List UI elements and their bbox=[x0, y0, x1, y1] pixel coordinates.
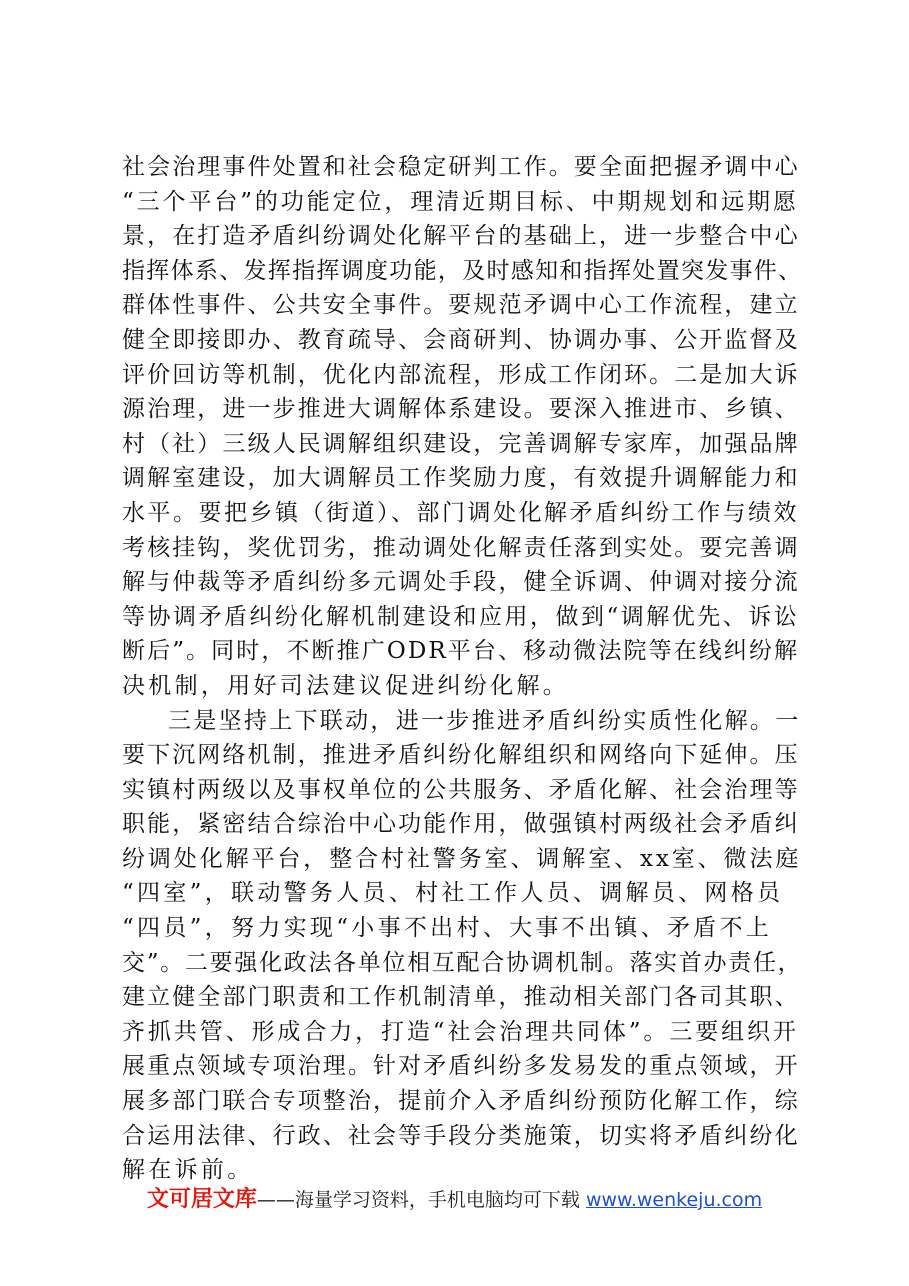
text-line: 职能，紧密结合综治中心功能作用，做强镇村两级社会矛盾纠 bbox=[122, 811, 800, 838]
text-line: 交”。二要强化政法各单位相互配合协调机制。落实首办责任， bbox=[122, 949, 803, 976]
text-line: 调解室建设，加大调解员工作奖励力度，有效提升调解能力和 bbox=[122, 465, 800, 492]
text-line: 齐抓共管、形成合力，打造“社会治理共同体”。三要组织开 bbox=[122, 1018, 799, 1045]
text-line: 水平。要把乡镇（街道）、部门调处化解矛盾纠纷工作与绩效 bbox=[122, 499, 799, 526]
website-link[interactable]: www.wenkeju.com bbox=[585, 1189, 763, 1211]
text-line: 纷调处化解平台，整合村社警务室、调解室、xx室、微法庭 bbox=[122, 845, 802, 872]
text-line: 展重点领域专项治理。针对矛盾纠纷多发易发的重点领域，开 bbox=[122, 1053, 800, 1080]
text-line: 健全即接即办、教育疏导、会商研判、协调办事、公开监督及 bbox=[122, 326, 800, 353]
footer-banner bbox=[0, 1182, 909, 1213]
text-line: “四员”，努力实现“小事不出村、大事不出镇、矛盾不上 bbox=[122, 915, 773, 942]
text-line: 建立健全部门职责和工作机制清单，推动相关部门各司其职、 bbox=[122, 984, 800, 1011]
text-line: 等协调矛盾纠纷化解机制建设和应用，做到“调解优先、诉讼 bbox=[122, 603, 800, 630]
text-line: 源治理，进一步推进大调解体系建设。要深入推进市、乡镇、 bbox=[122, 396, 800, 423]
body-text bbox=[122, 150, 802, 1188]
text-line: 景，在打造矛盾纠纷调处化解平台的基础上，进一步整合中心 bbox=[122, 223, 800, 250]
text-line: 解与仲裁等矛盾纠纷多元调处手段，健全诉调、仲调对接分流 bbox=[122, 569, 800, 596]
text-line: 村（社）三级人民调解组织建设，完善调解专家库，加强品牌 bbox=[122, 430, 800, 457]
text-line: 考核挂钩，奖优罚劣，推动调处化解责任落到实处。要完善调 bbox=[122, 534, 800, 561]
text-line: 群体性事件、公共安全事件。要规范矛调中心工作流程，建立 bbox=[122, 292, 800, 319]
footer-slogan: 海量学习资料，手机电脑均可下载 bbox=[294, 1189, 580, 1211]
text-line: 要下沉网络机制，推进矛盾纠纷化解组织和网络向下延伸。压 bbox=[122, 742, 800, 769]
text-line: 解在诉前。 bbox=[122, 1157, 254, 1184]
footer-separator: —— bbox=[256, 1189, 295, 1211]
text-line: 指挥体系、发挥指挥调度功能，及时感知和指挥处置突发事件、 bbox=[122, 257, 803, 284]
text-line: 合运用法律、行政、社会等手段分类施策，切实将矛盾纠纷化 bbox=[122, 1122, 800, 1149]
brand-name: 文可居文库 bbox=[146, 1187, 257, 1212]
paragraph-first-line: 三是坚持上下联动，进一步推进矛盾纠纷实质性化解。一 bbox=[168, 707, 801, 734]
text-line: 展多部门联合专项整治，提前介入矛盾纠纷预防化解工作，综 bbox=[122, 1088, 800, 1115]
text-line: “三个平台”的功能定位，理清近期目标、中期规划和远期愿 bbox=[122, 188, 799, 215]
text-line: 评价回访等机制，优化内部流程，形成工作闭环。二是加大诉 bbox=[122, 361, 800, 388]
text-line: 实镇村两级以及事权单位的公共服务、矛盾化解、社会治理等 bbox=[122, 776, 800, 803]
text-line: 决机制，用好司法建议促进纠纷化解。 bbox=[122, 672, 570, 699]
text-line: 社会治理事件处置和社会稳定研判工作。要全面把握矛调中心 bbox=[122, 154, 800, 180]
text-line: 断后”。同时，不断推广ODR平台、移动微法院等在线纠纷解 bbox=[122, 638, 800, 665]
text-line: “四室”，联动警务人员、村社工作人员、调解员、网格员 bbox=[122, 880, 784, 907]
